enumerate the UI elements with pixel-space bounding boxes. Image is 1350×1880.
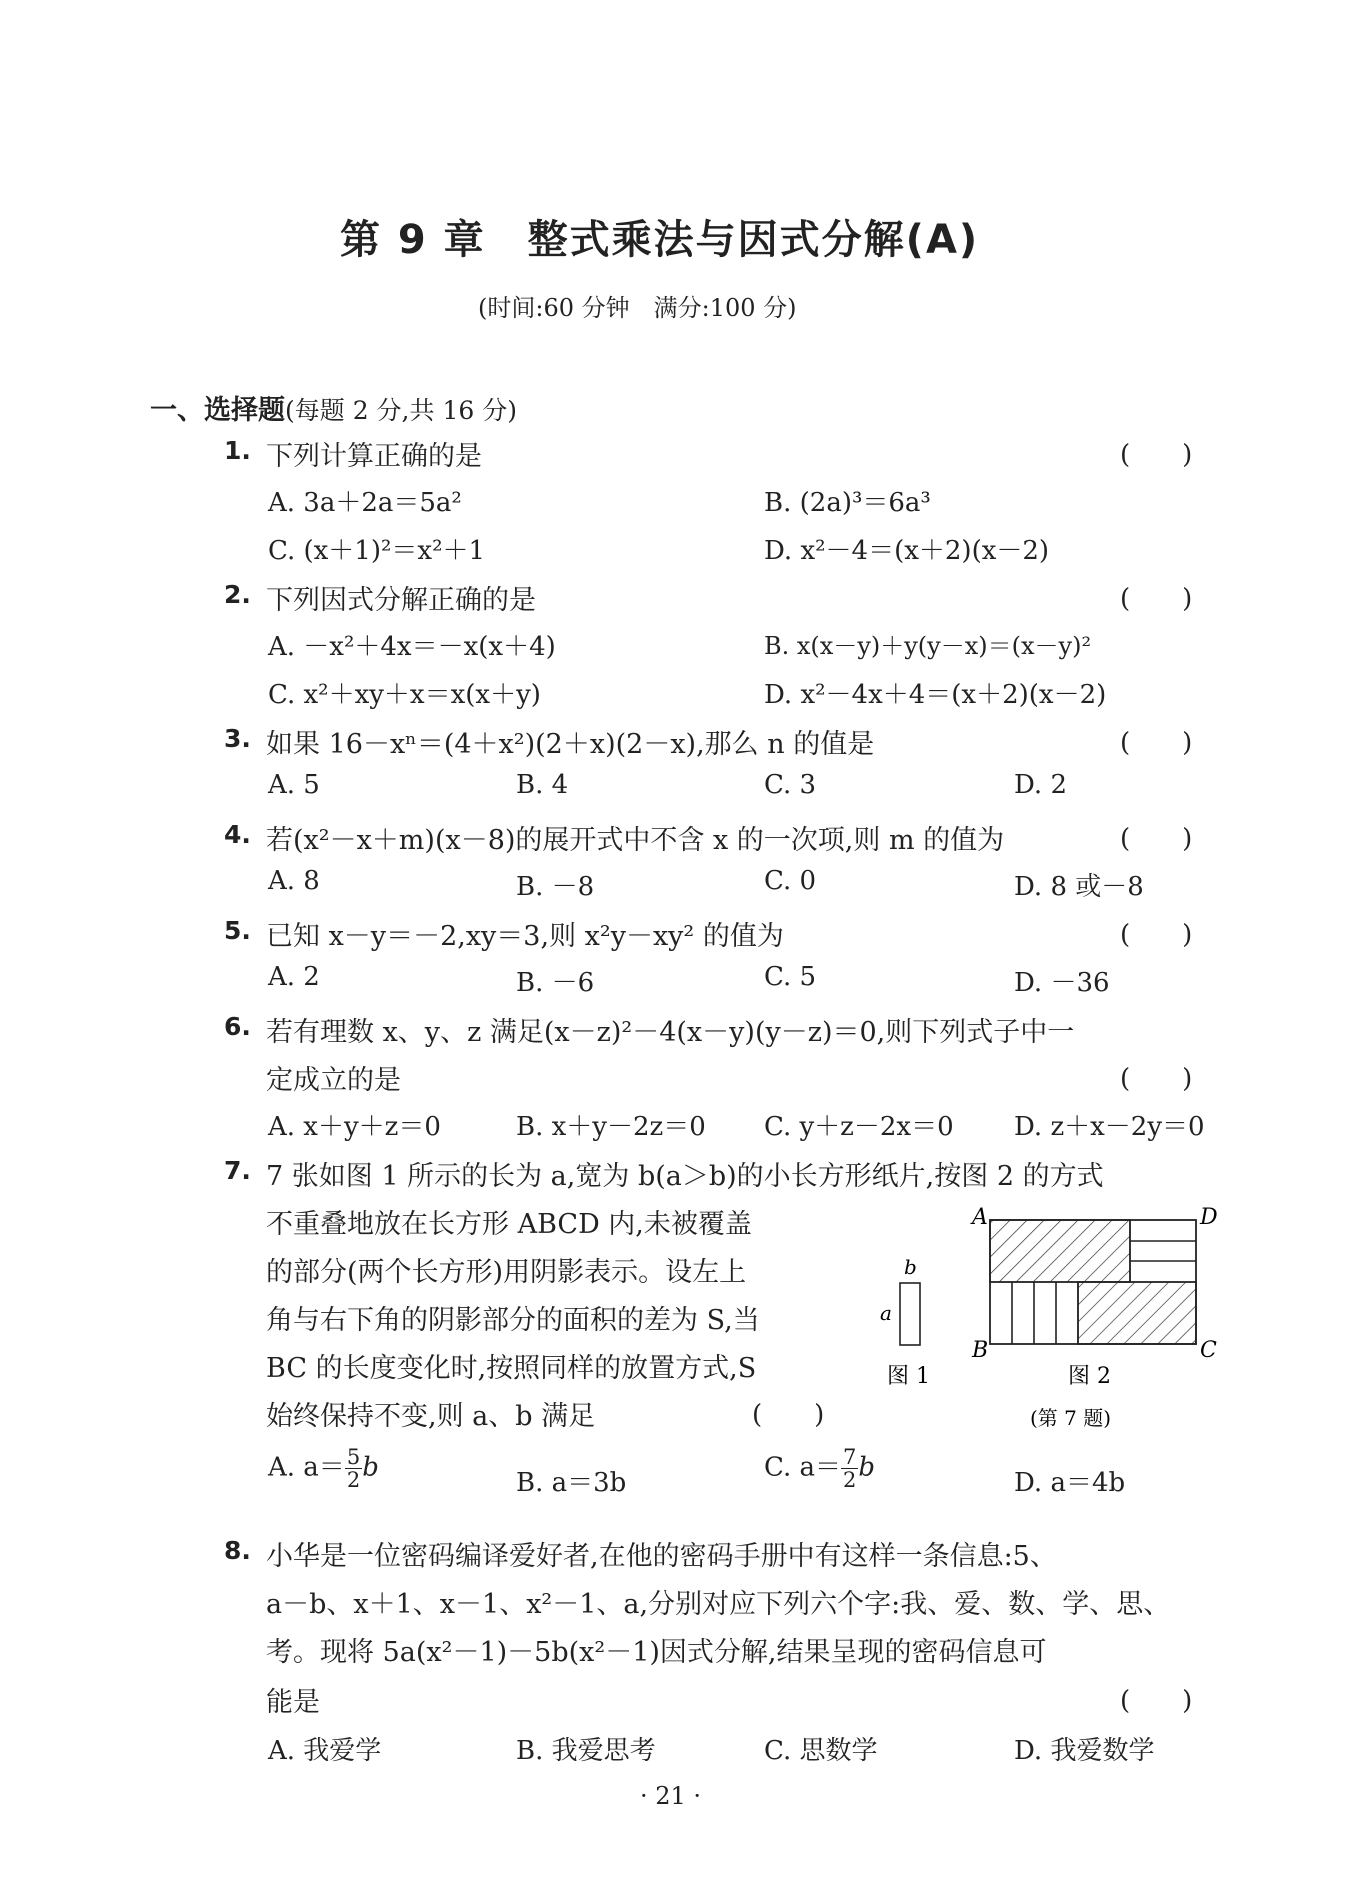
answer-bracket: ( ) xyxy=(1120,920,1193,950)
option-c: C. y＋z－2x＝0 xyxy=(764,1112,954,1142)
option-c: C. (x＋1)²＝x²＋1 xyxy=(268,536,486,566)
option-c xyxy=(764,1446,875,1491)
question-stem-line: 角与右下角的阴影部分的面积的差为 S,当 xyxy=(266,1305,760,1336)
option-a: A. 5 xyxy=(268,770,320,800)
vertex-label-c: C xyxy=(1200,1338,1217,1363)
vertex-label-d: D xyxy=(1200,1205,1218,1230)
option-a: A. 我爱学 xyxy=(268,1736,382,1766)
vertex-label-b: B xyxy=(972,1338,989,1363)
question-stem-line: 不重叠地放在长方形 ABCD 内,未被覆盖 xyxy=(266,1209,752,1240)
option-d: D. x²－4x＋4＝(x＋2)(x－2) xyxy=(764,680,1107,710)
option-a: A. 3a＋2a＝5a² xyxy=(268,488,462,518)
answer-bracket: ( ) xyxy=(1120,1064,1193,1094)
question-number: 7. xyxy=(224,1156,251,1185)
option-c: C. 3 xyxy=(764,770,817,800)
option-d: D. x²－4＝(x＋2)(x－2) xyxy=(764,536,1050,566)
option-b: B. (2a)³＝6a³ xyxy=(764,488,931,518)
section-note: (每题 2 分,共 16 分) xyxy=(285,396,517,425)
option-c: C. 0 xyxy=(764,866,817,896)
option-b: B. x＋y－2z＝0 xyxy=(516,1112,706,1142)
option-a: A. 8 xyxy=(268,866,320,896)
option-b: B. x(x－y)＋y(y－x)＝(x－y)² xyxy=(764,632,1092,660)
question-number: 3. xyxy=(224,724,251,753)
question-7-figure xyxy=(870,1190,1230,1450)
option-b: B. －8 xyxy=(516,872,595,902)
option-a-suffix: b xyxy=(362,1452,379,1483)
question-stem: 已知 x－y＝－2,xy＝3,则 x²y－xy² 的值为 xyxy=(266,921,784,952)
page-number: · 21 · xyxy=(640,1782,702,1810)
question-stem-line: 7 张如图 1 所示的长为 a,宽为 b(a＞b)的小长方形纸片,按图 2 的方式 xyxy=(266,1161,1104,1192)
fraction xyxy=(345,1446,362,1491)
question-stem-line: 能是 xyxy=(266,1687,320,1718)
answer-bracket: ( ) xyxy=(1120,824,1193,854)
vertex-label-a: A xyxy=(972,1205,988,1230)
fraction xyxy=(841,1446,858,1491)
fraction-denominator: 2 xyxy=(843,1468,857,1492)
question-stem-line: 始终保持不变,则 a、b 满足 xyxy=(266,1401,596,1432)
figure-2-caption: 图 2 xyxy=(1068,1364,1111,1389)
fraction-numerator: 5 xyxy=(346,1445,361,1469)
page-subtitle: (时间:60 分钟 满分:100 分) xyxy=(478,294,797,322)
figure-1-caption: 图 1 xyxy=(887,1364,930,1389)
question-stem: 如果 16－xⁿ＝(4＋x²)(2＋x)(2－x),那么 n 的值是 xyxy=(266,729,875,760)
option-a: A. －x²＋4x＝－x(x＋4) xyxy=(268,632,556,662)
question-stem-line: 考。现将 5a(x²－1)－5b(x²－1)因式分解,结果呈现的密码信息可 xyxy=(266,1637,1047,1668)
question-stem: 若(x²－x＋m)(x－8)的展开式中不含 x 的一次项,则 m 的值为 xyxy=(266,825,1005,856)
question-stem-line: 小华是一位密码编译爱好者,在他的密码手册中有这样一条信息:5、 xyxy=(266,1541,1057,1572)
answer-bracket: ( ) xyxy=(1120,584,1193,614)
fraction-numerator: 7 xyxy=(843,1445,857,1469)
option-c: C. 5 xyxy=(764,962,817,992)
question-number: 8. xyxy=(224,1536,251,1565)
question-stem-line: BC 的长度变化时,按照同样的放置方式,S xyxy=(266,1353,757,1384)
option-a: A. 2 xyxy=(268,962,320,992)
answer-bracket: ( ) xyxy=(1120,1686,1193,1716)
figure-1-label-a: a xyxy=(880,1301,892,1325)
answer-bracket: ( ) xyxy=(1120,440,1193,470)
option-a xyxy=(268,1446,379,1491)
section-heading xyxy=(150,388,517,427)
option-b: B. 4 xyxy=(516,770,569,800)
answer-bracket: ( ) xyxy=(752,1400,825,1430)
option-d: D. a＝4b xyxy=(1014,1468,1126,1498)
shaded-top-left xyxy=(990,1220,1130,1282)
question-number: 1. xyxy=(224,436,251,465)
option-d: D. －36 xyxy=(1014,968,1110,998)
answer-bracket: ( ) xyxy=(1120,728,1193,758)
option-d: D. 2 xyxy=(1014,770,1067,800)
question-stem-line: a－b、x＋1、x－1、x²－1、a,分别对应下列六个字:我、爱、数、学、思、 xyxy=(266,1589,1171,1620)
option-c: C. x²＋xy＋x＝x(x＋y) xyxy=(268,680,541,710)
question-stem: 下列计算正确的是 xyxy=(266,441,482,472)
option-a: A. x＋y＋z＝0 xyxy=(268,1112,441,1142)
question-number: 5. xyxy=(224,916,251,945)
figure-1-label-b: b xyxy=(904,1255,917,1279)
question-number: 6. xyxy=(224,1012,251,1041)
option-d: D. z＋x－2y＝0 xyxy=(1014,1112,1205,1142)
question-stem-line: 定成立的是 xyxy=(266,1065,401,1096)
fraction-denominator: 2 xyxy=(346,1468,361,1492)
question-stem: 下列因式分解正确的是 xyxy=(266,585,536,616)
option-a-prefix: A. a＝ xyxy=(268,1452,345,1483)
option-d: D. 8 或－8 xyxy=(1014,872,1144,902)
shaded-bottom-right xyxy=(1078,1282,1196,1344)
option-d: D. 我爱数学 xyxy=(1014,1736,1155,1766)
option-b: B. 我爱思考 xyxy=(516,1736,656,1766)
figure-caption: (第 7 题) xyxy=(1030,1406,1112,1430)
option-c: C. 思数学 xyxy=(764,1736,878,1766)
question-number: 2. xyxy=(224,580,251,609)
option-b: B. －6 xyxy=(516,968,595,998)
question-number: 4. xyxy=(224,820,251,849)
question-stem-line: 的部分(两个长方形)用阴影表示。设左上 xyxy=(266,1257,747,1288)
question-stem-line: 若有理数 x、y、z 满足(x－z)²－4(x－y)(y－z)＝0,则下列式子中一 xyxy=(266,1017,1075,1048)
section-title: 一、选择题 xyxy=(150,395,285,426)
option-c-suffix: b xyxy=(858,1452,876,1483)
option-b: B. a＝3b xyxy=(516,1468,627,1498)
page-title: 第 9 章 整式乘法与因式分解(A) xyxy=(340,217,980,263)
option-c-prefix: C. a＝ xyxy=(764,1452,841,1483)
figure-1-rectangle xyxy=(900,1283,920,1345)
